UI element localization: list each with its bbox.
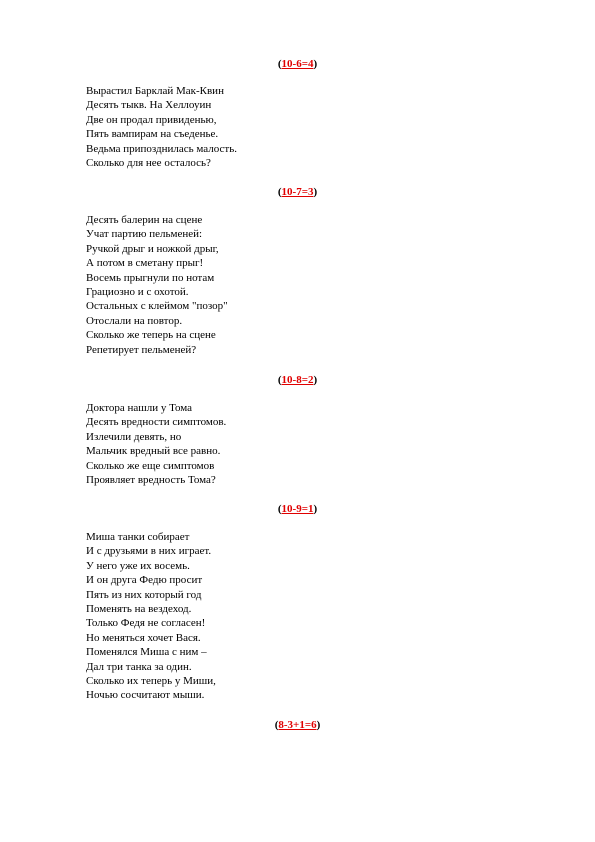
answer-expression: 10-9=1 [281, 503, 314, 515]
answer-close-paren: ) [313, 374, 318, 386]
poem-2 [86, 213, 228, 357]
poem-line: Проявляет вредность Тома? [86, 474, 216, 487]
answer-expression: 10-8=2 [281, 374, 314, 386]
poem-line: Отослали на повтор. [86, 314, 183, 327]
poem-line: Доктора нашли у Тома [86, 402, 193, 414]
answer-expression: 8-3+1=6 [278, 719, 317, 731]
answer-3 [0, 373, 595, 387]
poem-line: Две он продал привиденью, [86, 113, 217, 126]
poem-4 [86, 530, 216, 703]
poem-line: Сколько же теперь на сцене [86, 329, 216, 342]
answer-2 [0, 185, 595, 199]
poem-line: Поменялся Миша с ним – [86, 646, 207, 659]
poem-line: И с друзьями в них играет. [86, 545, 212, 558]
answer-4 [0, 502, 595, 516]
poem-line: Остальных с клеймом "позор" [86, 300, 228, 313]
poem-line: Десять вредности симптомов. [86, 416, 227, 429]
answer-close-paren: ) [313, 186, 318, 198]
poem-line: Десять балерин на сцене [86, 214, 203, 226]
poem-line: Сколько же еще симптомов [86, 459, 215, 472]
poem-line: Поменять на вездеход. [86, 603, 192, 616]
answer-5 [0, 718, 595, 732]
poem-line: Только Федя не согласен! [86, 617, 206, 630]
answer-open-paren: ( [277, 186, 282, 198]
poem-line: Сколько их теперь у Миши, [86, 675, 216, 688]
answer-open-paren: ( [277, 503, 282, 515]
poem-line: И он друга Федю просит [86, 574, 203, 587]
answer-1 [0, 57, 595, 71]
poem-line: Грациозно и с охотой. [86, 286, 189, 299]
answer-open-paren: ( [277, 374, 282, 386]
poem-1 [86, 84, 237, 170]
poem-line: Пять вампирам на съеденье. [86, 128, 219, 141]
poem-line: Мальчик вредный все равно. [86, 445, 221, 458]
poem-line: Пять из них который год [86, 588, 202, 601]
poem-line: А потом в сметану прыг! [86, 257, 204, 270]
poem-line: У него уже их восемь. [86, 559, 190, 572]
poem-line: Миша танки собирает [86, 531, 190, 543]
poem-3 [86, 401, 226, 487]
poem-line: Десять тыкв. На Хеллоуин [86, 99, 212, 112]
poem-line: Ночью сосчитают мыши. [86, 689, 205, 702]
answer-expression: 10-6=4 [281, 58, 314, 70]
answer-close-paren: ) [313, 503, 318, 515]
poem-line: Ведьма припозднилась малость. [86, 142, 237, 155]
poem-line: Восемь прыгнули по нотам [86, 271, 215, 284]
poem-line: Вырастил Барклай Мак-Квин [86, 85, 224, 97]
poem-line: Излечили девять, но [86, 430, 182, 443]
answer-open-paren: ( [274, 719, 279, 731]
poem-line: Дал три танка за один. [86, 660, 192, 673]
poem-line: Сколько для нее осталось? [86, 157, 211, 170]
answer-close-paren: ) [316, 719, 321, 731]
poem-line: Учат партию пельменей: [86, 228, 203, 241]
poem-line: Репетирует пельменей? [86, 343, 197, 356]
answer-expression: 10-7=3 [281, 186, 314, 198]
poem-line: Ручкой дрыг и ножкой дрыг, [86, 242, 219, 255]
answer-close-paren: ) [313, 58, 318, 70]
answer-open-paren: ( [277, 58, 282, 70]
poem-line: Но меняться хочет Вася. [86, 631, 201, 644]
